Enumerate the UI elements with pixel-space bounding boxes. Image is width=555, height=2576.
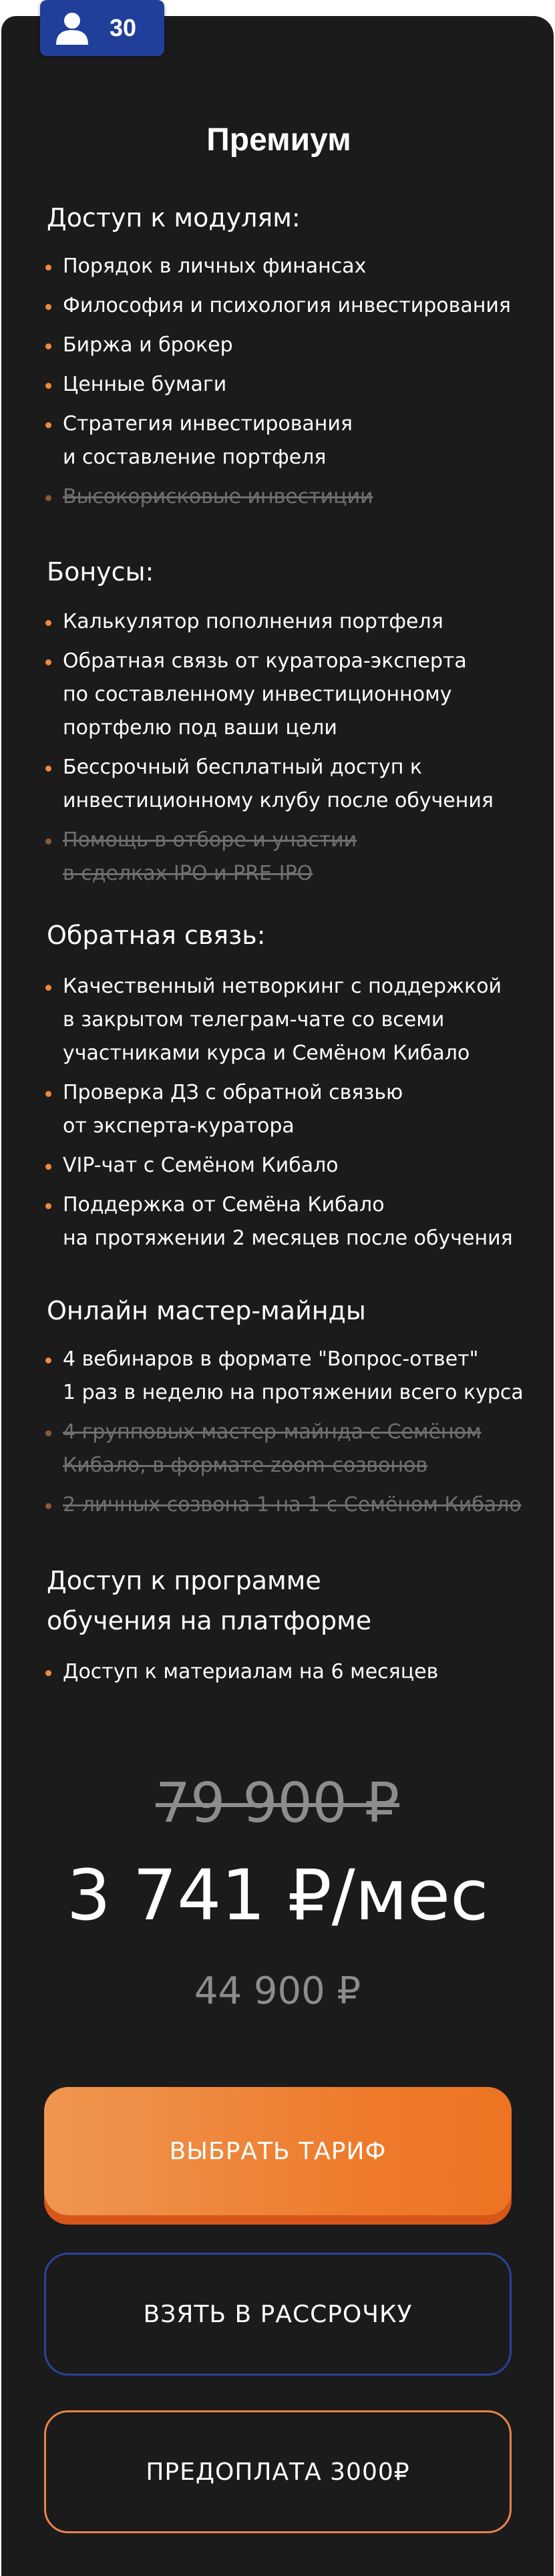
full-price: 44 900 ₽ (194, 1969, 361, 2013)
participants-badge (40, 0, 164, 56)
platform-list (43, 1655, 438, 1695)
section-title-bonuses: Бонусы: (47, 557, 154, 587)
section-title-modules: Доступ к модулям: (47, 203, 301, 232)
masterminds-list (43, 1343, 524, 1528)
installment-button[interactable]: ВЗЯТЬ В РАССРОЧКУ (44, 2253, 512, 2376)
prepay-button[interactable]: ПРЕДОПЛАТА 3000₽ (44, 2410, 512, 2533)
bonus-item: Калькулятор пополнения портфеля (43, 605, 494, 639)
mastermind-item: 4 вебинаров в формате "Вопрос-ответ" 1 раз в неделю на протяжении всего курса (43, 1343, 524, 1410)
feedback-item: Проверка ДЗ с обратной связью от эксперта-куратора (43, 1076, 513, 1143)
module-item-excluded: Высокорисковые инвестиции (43, 480, 511, 514)
old-price: 79 900 ₽ (155, 1772, 400, 1835)
plan-title: Премиум (206, 122, 351, 158)
monthly-price: 3 741 ₽/мес (66, 1855, 489, 1936)
participants-count: 30 (110, 14, 137, 41)
module-item: Биржа и брокер (43, 329, 511, 362)
select-tariff-button[interactable]: ВЫБРАТЬ ТАРИФ (44, 2087, 512, 2215)
module-item: Порядок в личных финансах (43, 250, 511, 283)
section-title-feedback: Обратная связь: (47, 921, 266, 950)
module-item: Ценные бумаги (43, 368, 511, 401)
feedback-item: Качественный нетворкинг с поддержкой в закрытом телеграм-чате со всеми участниками курса и Семёном Кибало (43, 970, 513, 1070)
section-title-masterminds: Онлайн мастер-майнды (47, 1296, 366, 1325)
feedback-item: VIP-чат с Семёном Кибало (43, 1149, 513, 1182)
mastermind-item-excluded: 2 личных созвона 1 на 1 с Семёном Кибало (43, 1488, 524, 1522)
feedback-item: Поддержка от Семёна Кибало на протяжении 2 месяцев после обучения (43, 1188, 513, 1255)
feedback-list (43, 970, 513, 1261)
bonuses-list (43, 605, 494, 897)
mastermind-item-excluded: 4 групповых мастер-майнда с Семёном Кибало, в формате zoom-созвонов (43, 1416, 524, 1482)
module-item: Философия и психология инвестирования (43, 289, 511, 323)
user-icon (55, 11, 89, 45)
bonus-item-excluded: Помощь в отборе и участии в сделках IPO и PRE-IPO (43, 824, 494, 891)
section-title-platform (47, 1561, 371, 1641)
bonus-item: Бессрочный бесплатный доступ к инвестиционному клубу после обучения (43, 751, 494, 818)
module-item: Стратегия инвестирования и составление портфеля (43, 408, 511, 474)
bonus-item: Обратная связь от куратора-эксперта по составленному инвестиционному портфелю под ваши цели (43, 645, 494, 745)
platform-item: Доступ к материалам на 6 месяцев (43, 1655, 438, 1689)
section-title-platform-line2: обучения на платформе (47, 1606, 372, 1635)
section-title-platform-line1: Доступ к программе (47, 1566, 321, 1595)
modules-list (43, 250, 511, 520)
